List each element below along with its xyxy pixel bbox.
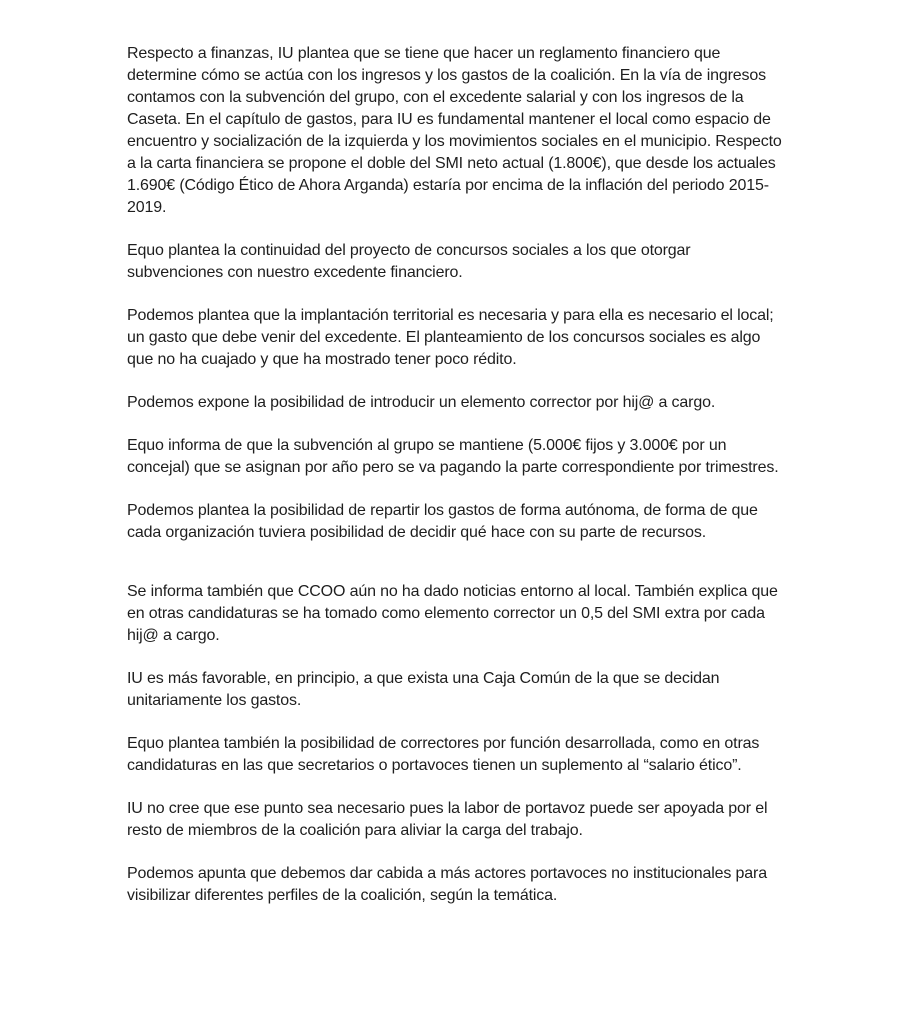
paragraph-podemos-corrector: Podemos expone la posibilidad de introducir un elemento corrector por hij@ a cargo. <box>127 394 716 411</box>
paragraph-equo-concursos: Equo plantea la continuidad del proyecto de concursos sociales a los que otorgar subvenciones con nuestro excedente financiero. <box>127 242 691 281</box>
article-body <box>127 43 787 928</box>
paragraph-finanzas-iu: Respecto a finanzas, IU plantea que se tiene que hacer un reglamento financiero que determine cómo se actúa con los ingresos y los gastos de la coalición. En la vía de ingresos contamos con la subvención del grupo, con el excedente salarial y con los ingresos de la Caseta. En el capítulo de gastos, para IU es fundamental mantener el local como espacio de encuentro y socialización de la izquierda y los movimientos sociales en el municipio. Respecto a la carta financiera se propone el doble del SMI neto actual (1.800€), que desde los actuales 1.690€ (Código Ético de Ahora Arganda) estaría por encima de la inflación del periodo 2015-2019. <box>127 45 782 216</box>
paragraph-equo-correctores: Equo plantea también la posibilidad de correctores por función desarrollada, como en otras candidaturas en las que secretarios o portavoces tienen un suplemento al “salario ético”. <box>127 735 760 774</box>
paragraph-podemos-implantacion: Podemos plantea que la implantación territorial es necesaria y para ella es necesario el local; un gasto que debe venir del excedente. El planteamiento de los concursos sociales es algo que no ha cuajado y que ha mostrado tener poco rédito. <box>127 307 774 368</box>
paragraph-podemos-reparto: Podemos plantea la posibilidad de repartir los gastos de forma autónoma, de forma de que cada organización tuviera posibilidad de decidir qué hace con su parte de recursos. <box>127 502 758 541</box>
paragraph-spacer <box>127 565 787 581</box>
paragraph-podemos-portavoces: Podemos apunta que debemos dar cabida a más actores portavoces no institucionales para visibilizar diferentes perfiles de la coalición, según la temática. <box>127 865 767 904</box>
paragraph-iu-portavoz: IU no cree que ese punto sea necesario pues la labor de portavoz puede ser apoyada por el resto de miembros de la coalición para aliviar la carga del trabajo. <box>127 800 768 839</box>
paragraph-ccoo-local: Se informa también que CCOO aún no ha dado noticias entorno al local. También explica que en otras candidaturas se ha tomado como elemento corrector un 0,5 del SMI extra por cada hij@ a cargo. <box>127 583 778 644</box>
paragraph-iu-caja-comun: IU es más favorable, en principio, a que exista una Caja Común de la que se decidan unitariamente los gastos. <box>127 670 720 709</box>
paragraph-equo-subvencion: Equo informa de que la subvención al grupo se mantiene (5.000€ fijos y 3.000€ por un concejal) que se asignan por año pero se va pagando la parte correspondiente por trimestres. <box>127 437 779 476</box>
